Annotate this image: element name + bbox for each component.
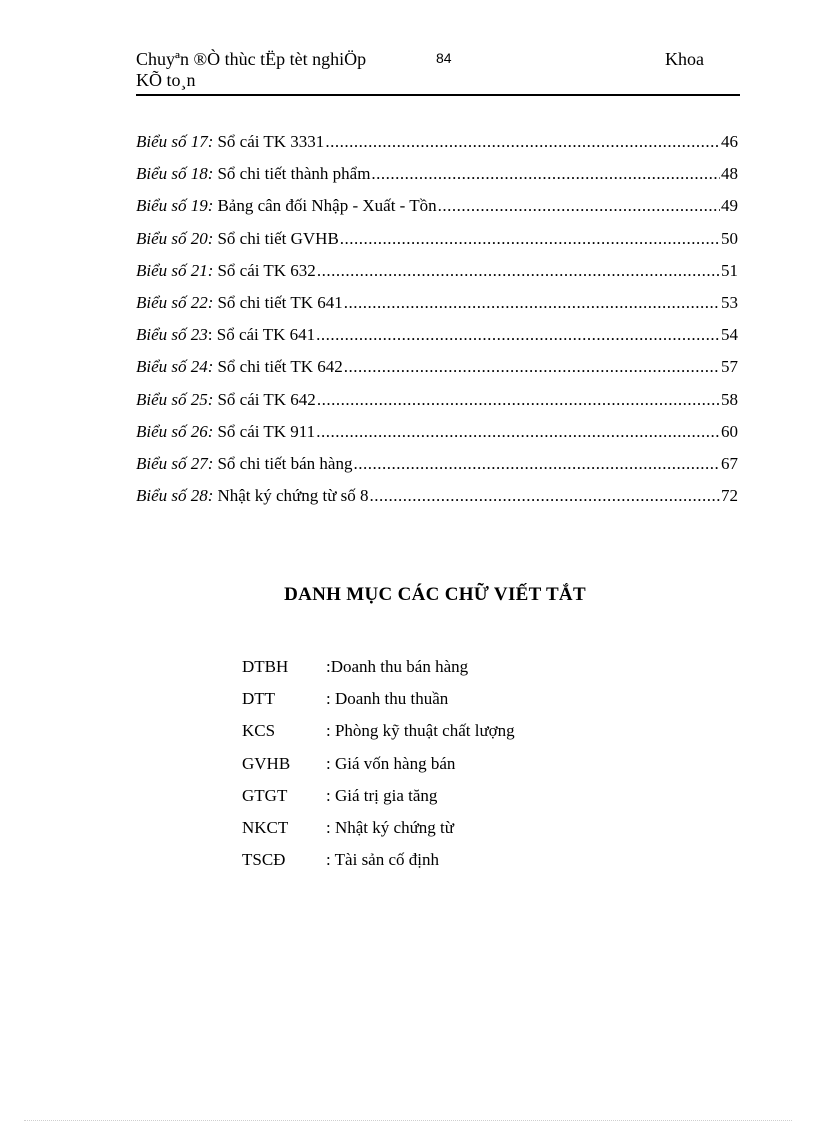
toc-item-title: Sổ chi tiết bán hàng — [217, 453, 353, 473]
abbreviation-item — [242, 689, 515, 721]
page-number: 84 — [436, 50, 452, 66]
toc-item-page: 60 — [721, 421, 738, 441]
toc-item-title: Sổ chi tiết TK 642 — [217, 357, 343, 377]
toc-item-title: Nhật ký chứng từ số 8 — [217, 486, 369, 506]
page-bottom-divider — [24, 1120, 792, 1121]
toc-item — [136, 454, 738, 486]
page-header — [136, 46, 740, 96]
abbreviations-heading: DANH MỤC CÁC CHỮ VIẾT TẮT — [284, 584, 586, 605]
toc-item-label: Biểu số 27: — [136, 453, 214, 473]
toc-item — [136, 293, 738, 325]
toc-item-page: 57 — [721, 357, 738, 377]
toc-leader-dots — [317, 261, 720, 281]
toc-item-page: 49 — [721, 196, 738, 216]
abbreviation-item — [242, 721, 515, 753]
abbreviation-key: KCS — [242, 721, 276, 741]
toc-leader-dots — [438, 196, 720, 216]
toc-item-title: Sổ cái TK 911 — [217, 421, 316, 441]
toc-leader-dots — [317, 390, 720, 410]
abbreviation-key: TSCĐ — [242, 850, 286, 870]
toc-item-label: Biểu số 20: — [136, 228, 214, 248]
toc-leader-dots — [371, 164, 720, 184]
toc-item-label: Biểu số 22: — [136, 292, 214, 312]
toc-leader-dots — [344, 293, 720, 313]
toc-item-label: Biểu số 24: — [136, 357, 214, 377]
toc-leader-dots — [316, 422, 720, 442]
toc-leader-dots — [340, 229, 720, 249]
toc-item-page: 72 — [721, 486, 738, 506]
abbreviation-meaning: : Doanh thu thuần — [326, 689, 449, 709]
toc-item-page: 48 — [721, 164, 738, 184]
abbreviation-key: GVHB — [242, 753, 291, 773]
abbreviation-meaning: : Tài sản cố định — [326, 850, 439, 870]
toc-item-title: Bảng cân đối Nhập - Xuất - Tồn — [217, 196, 437, 216]
toc-item — [136, 164, 738, 196]
toc-item-label: Biểu số 18: — [136, 164, 214, 184]
toc-leader-dots — [325, 132, 720, 152]
toc-item-label: Biểu số 19: — [136, 196, 214, 216]
abbreviation-meaning: : Giá vốn hàng bán — [326, 753, 456, 773]
header-title — [136, 49, 396, 91]
table-of-contents — [136, 132, 738, 518]
header-faculty: Khoa — [665, 49, 704, 69]
toc-leader-dots — [316, 325, 720, 345]
toc-item-label: Biểu số 23 — [136, 325, 208, 345]
toc-item — [136, 357, 738, 389]
abbreviation-item — [242, 818, 515, 850]
header-title-line2: KÕ to¸n — [136, 70, 196, 90]
toc-item-page: 54 — [721, 325, 738, 345]
toc-item-label: Biểu số 26: — [136, 421, 214, 441]
toc-leader-dots — [370, 486, 720, 506]
toc-item-label: Biểu số 25: — [136, 389, 214, 409]
toc-item — [136, 196, 738, 228]
abbreviation-item — [242, 850, 515, 882]
toc-item — [136, 132, 738, 164]
abbreviation-item — [242, 754, 515, 786]
toc-leader-dots — [344, 357, 720, 377]
toc-item-label: Biểu số 28: — [136, 486, 214, 506]
abbreviation-item — [242, 786, 515, 818]
abbreviation-meaning: : Nhật ký chứng từ — [326, 817, 454, 837]
toc-item — [136, 422, 738, 454]
abbreviation-key: DTT — [242, 689, 276, 709]
abbreviation-meaning: : Phòng kỹ thuật chất lượng — [326, 721, 515, 741]
toc-item-page: 46 — [721, 132, 738, 151]
toc-item-label: Biểu số 17: — [136, 132, 214, 151]
toc-item-title: : Sổ cái TK 641 — [207, 325, 316, 345]
toc-item-page: 58 — [721, 389, 738, 409]
header-title-line1: Chuyªn ®Ò thùc tËp tèt nghiÖp — [136, 49, 367, 69]
toc-item-title: Sổ cái TK 642 — [217, 389, 316, 409]
abbreviation-meaning: :Doanh thu bán hàng — [326, 657, 469, 676]
abbreviation-item — [242, 657, 515, 689]
abbreviation-key: DTBH — [242, 657, 289, 676]
toc-item — [136, 261, 738, 293]
toc-item — [136, 390, 738, 422]
toc-item — [136, 325, 738, 357]
abbreviations-list — [242, 657, 515, 882]
toc-item-page: 53 — [721, 292, 738, 312]
abbreviation-meaning: : Giá trị gia tăng — [326, 785, 438, 805]
toc-item-title: Sổ cái TK 3331 — [217, 132, 325, 151]
abbreviation-key: GTGT — [242, 785, 288, 805]
toc-item-title: Sổ cái TK 632 — [217, 260, 316, 280]
toc-item-page: 51 — [721, 260, 738, 280]
abbreviation-key: NKCT — [242, 817, 289, 837]
toc-item-title: Sổ chi tiết TK 641 — [217, 292, 343, 312]
toc-leader-dots — [353, 454, 720, 474]
toc-item-title: Sổ chi tiết thành phẩm — [217, 164, 371, 184]
toc-item — [136, 486, 738, 518]
toc-item-page: 50 — [721, 228, 738, 248]
toc-item-title: Sổ chi tiết GVHB — [217, 228, 339, 248]
toc-item — [136, 229, 738, 261]
toc-item-page: 67 — [721, 453, 738, 473]
toc-item-label: Biểu số 21: — [136, 260, 214, 280]
